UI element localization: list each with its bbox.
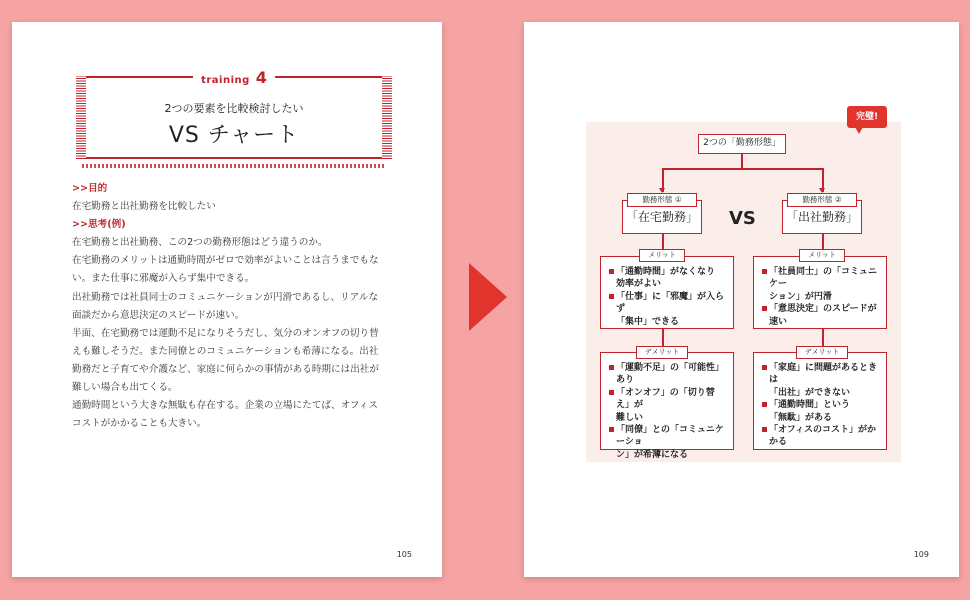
body-line: 出社勤務では社員同士のコミュニケーションが円滑であるし、リアルな [72, 291, 379, 303]
body-line: い。また仕事に邪魔が入らず集中できる。 [72, 273, 255, 285]
body-line: 在宅勤務のメリットは通勤時間がゼロで効率がよいことは言うまでもな [72, 255, 379, 267]
col1-merit-tag: メリット [639, 249, 685, 262]
col2-demerit-box [753, 352, 887, 450]
body-line: 通勤時間という大きな無駄も存在する。企業の立場にたてば、オフィス [72, 400, 378, 412]
merit-item [762, 303, 880, 328]
col2-label: 勤務形態 ② [787, 193, 857, 207]
col1-demerit-box [600, 352, 734, 460]
demerit-item [609, 424, 727, 461]
body-line: 在宅勤務と出社勤務を比較したい [72, 201, 216, 213]
training-title-box [82, 68, 386, 159]
col2-title-box: 「出社勤務」 [782, 200, 862, 234]
merit-item-text: 「仕事」に「邪魔」が入らず 「集中」できる [616, 291, 725, 327]
left-page [12, 22, 442, 577]
body-text [72, 180, 390, 433]
square-bullet-icon [762, 402, 767, 407]
demerit-item-text: 「家庭」に問題があるときは 「出社」ができない [769, 363, 878, 398]
col2-merit-box [753, 256, 887, 329]
vs-text: VS [729, 208, 756, 229]
merit-item-text: 「意思決定」のスピードが速い [769, 304, 877, 327]
body-line: 難しい場合も出てくる。 [72, 382, 178, 394]
demerit-item [762, 362, 880, 399]
merit-item [609, 291, 727, 328]
training-subtitle: 2つの要素を比較検討したい [164, 102, 304, 115]
square-bullet-icon [762, 269, 767, 274]
col1-title-box: 「在宅勤務」 [622, 200, 702, 234]
training-word: training [201, 75, 250, 86]
square-bullet-icon [609, 294, 614, 299]
demerit-item [762, 399, 880, 424]
square-bullet-icon [609, 390, 614, 395]
demerit-item [609, 387, 727, 424]
demerit-item [762, 424, 880, 449]
demerit-item-text: 「オンオフ」の「切り替え」が 難しい [616, 387, 715, 423]
training-tag [193, 68, 275, 87]
square-bullet-icon [609, 427, 614, 432]
body-line: 面談だから意思決定のスピードが速い。 [72, 309, 245, 321]
body-line: 在宅勤務と出社勤務、この2つの勤務形態はどう違うのか。 [72, 237, 328, 249]
demerit-item-text: 「同僚」との「コミュニケーショ ン」が希薄になる [616, 425, 724, 460]
dotted-divider [82, 164, 386, 168]
section-heading: >>思考(例) [72, 219, 126, 231]
col2-merit-tag: メリット [799, 249, 845, 262]
col2-demerit-tag: デメリット [796, 346, 848, 359]
square-bullet-icon [609, 269, 614, 274]
demerit-item-text: 「運動不足」の「可能性」あり [616, 363, 725, 386]
perfect-badge: 完璧! [847, 106, 887, 128]
col1-merit-box [600, 256, 734, 329]
section-heading: >>目的 [72, 183, 108, 194]
body-line: 半面、在宅勤務では運動不足になりそうだし、気分のオンオフの切り替 [72, 327, 379, 339]
connector-line [741, 154, 743, 168]
square-bullet-icon [762, 427, 767, 432]
diagram-top-box: 2つの「勤務形態」 [698, 134, 786, 154]
col1-label: 勤務形態 ① [627, 193, 697, 207]
square-bullet-icon [609, 365, 614, 370]
col1-demerit-tag: デメリット [636, 346, 688, 359]
merit-item-text: 「社員同士」の「コミュニケー ション」が円滑 [769, 267, 877, 302]
page-number-right: 109 [913, 550, 929, 559]
body-line: えも難しそうだ。また同僚とのコミュニケーションも希薄になる。出社 [72, 345, 379, 357]
right-page [524, 22, 959, 577]
demerit-item-text: 「通勤時間」という 「無駄」がある [769, 400, 851, 423]
square-bullet-icon [762, 365, 767, 370]
training-number: 4 [255, 68, 267, 87]
page-title: VS チャート [168, 123, 300, 148]
page-number-left: 105 [396, 550, 412, 559]
body-line: コストがかかることも大きい。 [72, 418, 207, 430]
connector-line [662, 168, 823, 170]
body-line: 勤務だと子育てや介護など、家庭に何らかの事情がある時期には出社が [72, 363, 379, 375]
square-bullet-icon [762, 306, 767, 311]
merit-item-text: 「通勤時間」がなくなり 効率がよい [616, 267, 716, 290]
merit-item [609, 266, 727, 291]
demerit-item-text: 「オフィスのコスト」がかかる [769, 425, 877, 448]
demerit-item [609, 362, 727, 387]
vs-chart-diagram [586, 122, 901, 462]
merit-item [762, 266, 880, 303]
right-arrow-icon [469, 263, 507, 331]
